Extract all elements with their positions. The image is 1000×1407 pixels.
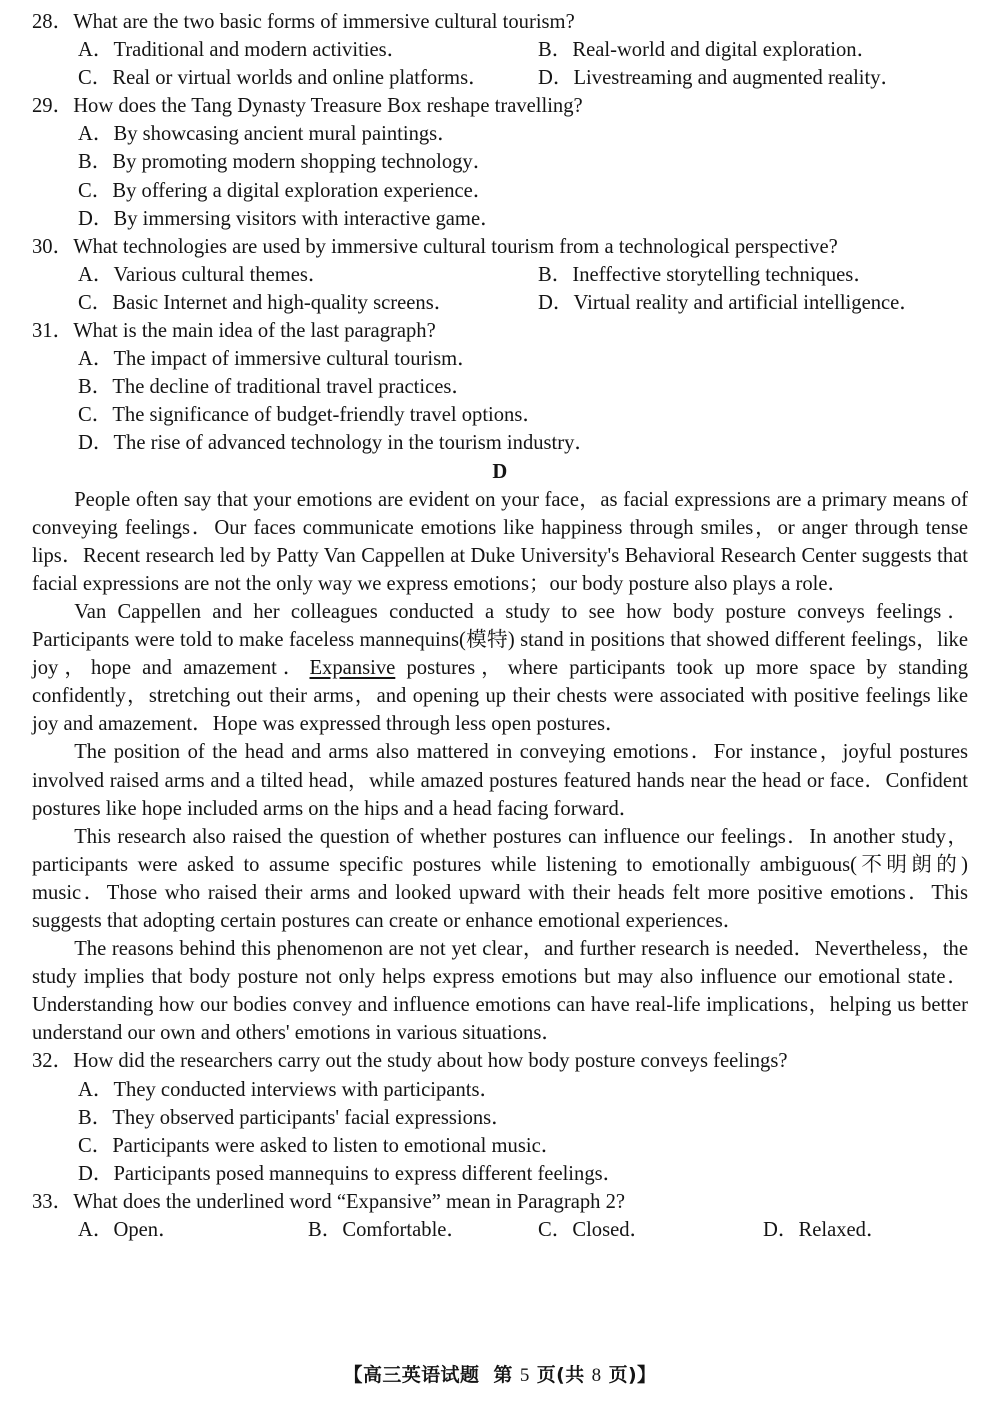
option-30-C[interactable]: C．Basic Internet and high-quality screens． bbox=[78, 291, 455, 314]
question-30-text: What technologies are used by immersive cultural tourism from a technological perspective? bbox=[73, 235, 838, 258]
passage-paragraph-4: This research also raised the question of whether postures can influence our feelings．In another study，participants were asked to assume specific postures while listening to emotionally ambiguous(不明朗的) music．Those who raised their arms and looked upward with their heads felt more positive emotions．This suggests that adopting certain postures can create or enhance emotional experiences． bbox=[32, 825, 968, 932]
question-33-stem bbox=[32, 1188, 968, 1216]
passage-paragraph-1: People often say that your emotions are evident on your face，as facial expressions are a primary means of conveying feelings．Our faces communicate emotions like happiness through smiles，or anger through tense lips．Recent research led by Patty Van Cappellen at Duke University's Behavioral Research Center suggests that facial expressions are not the only way we express emotions；our body posture also plays a role． bbox=[32, 488, 968, 595]
question-31-number: 31． bbox=[32, 320, 74, 343]
question-32-text: How did the researchers carry out the study about how body posture conveys feelings? bbox=[73, 1050, 788, 1073]
footer-page-number: 5 bbox=[519, 1365, 530, 1386]
option-31-C[interactable]: C．The significance of budget-friendly travel options． bbox=[78, 404, 543, 427]
passage-paragraph-3: The position of the head and arms also mattered in conveying emotions．For instance，joyful postures involved raised arms and a tilted head，while amazed postures featured hands near the head or face．Confident postures like hope included arms on the hips and a head facing forward． bbox=[32, 741, 968, 820]
passage-paragraph-2-part1: Van Cappellen and her colleagues conducted a study to see how body posture conveys feelings．Participants were told to make faceless mannequins(模特) stand in positions that showed different feelings，like joy，hope and amazement． bbox=[32, 600, 968, 680]
footer-page-unit: 页(共 bbox=[536, 1364, 585, 1386]
question-28-stem bbox=[32, 8, 968, 36]
question-28-options-row-2 bbox=[32, 64, 968, 92]
question-29-text: How does the Tang Dynasty Treasure Box reshape travelling? bbox=[73, 95, 583, 118]
footer-bracket-open: 【 bbox=[343, 1364, 363, 1386]
option-31-D[interactable]: D．The rise of advanced technology in the tourism industry． bbox=[78, 432, 596, 455]
footer-total-unit: 页) bbox=[608, 1364, 638, 1386]
footer-bracket-close: 】 bbox=[637, 1364, 657, 1386]
passage-paragraph-2-part2: postures，where participants took up more space by standing confidently，stretching out their arms，and opening up their chests were associated with positive feelings like joy and amazement．Hope was expressed through less open postures． bbox=[32, 657, 969, 736]
option-33-D[interactable]: D．Relaxed． bbox=[763, 1219, 887, 1242]
option-29-B[interactable]: B．By promoting modern shopping technology． bbox=[78, 151, 494, 174]
underlined-word-expansive: Expansive bbox=[309, 657, 396, 680]
footer-title: 高三英语试题 bbox=[362, 1364, 480, 1386]
option-32-C[interactable]: C．Participants were asked to listen to emotional music． bbox=[78, 1134, 562, 1157]
option-30-B[interactable]: B．Ineffective storytelling techniques． bbox=[538, 263, 874, 286]
option-29-D[interactable]: D．By immersing visitors with interactive game． bbox=[78, 207, 501, 230]
page-footer bbox=[0, 1362, 1000, 1389]
footer-page-prefix: 第 bbox=[493, 1364, 513, 1386]
option-32-B[interactable]: B．They observed participants' facial expressions． bbox=[78, 1106, 512, 1129]
option-32-D[interactable]: D．Participants posed mannequins to express different feelings． bbox=[78, 1162, 624, 1185]
option-30-D[interactable]: D．Virtual reality and artificial intelligence． bbox=[538, 291, 920, 314]
option-28-A[interactable]: A．Traditional and modern activities． bbox=[78, 39, 408, 62]
question-29-number: 29． bbox=[32, 95, 74, 118]
question-32-number: 32． bbox=[32, 1050, 74, 1073]
option-28-C[interactable]: C．Real or virtual worlds and online platforms． bbox=[78, 67, 489, 90]
question-28-number: 28． bbox=[32, 11, 74, 33]
question-28-options-row-1 bbox=[32, 36, 968, 64]
option-30-A[interactable]: A．Various cultural themes． bbox=[78, 263, 329, 286]
option-29-C[interactable]: C．By offering a digital exploration experience． bbox=[78, 179, 494, 202]
question-31-stem bbox=[32, 317, 968, 345]
option-31-A[interactable]: A．The impact of immersive cultural tourism． bbox=[78, 348, 478, 371]
option-33-C[interactable]: C．Closed． bbox=[538, 1219, 651, 1242]
option-31-B[interactable]: B．The decline of traditional travel practices． bbox=[78, 376, 473, 399]
question-30-stem bbox=[32, 233, 968, 261]
question-30-number: 30． bbox=[32, 235, 74, 258]
option-33-A[interactable]: A．Open． bbox=[78, 1219, 179, 1242]
footer-total-pages: 8 bbox=[591, 1365, 602, 1386]
option-33-B[interactable]: B．Comfortable． bbox=[308, 1219, 468, 1242]
option-28-B[interactable]: B．Real-world and digital exploration． bbox=[538, 39, 878, 62]
question-30-options-row-2 bbox=[32, 289, 968, 317]
question-31-text: What is the main idea of the last paragraph? bbox=[73, 320, 436, 343]
option-28-D[interactable]: D．Livestreaming and augmented reality． bbox=[538, 67, 902, 90]
question-33-options-row bbox=[32, 1216, 968, 1244]
question-28-text: What are the two basic forms of immersive cultural tourism? bbox=[73, 11, 575, 33]
question-32-stem bbox=[32, 1047, 968, 1075]
passage-paragraph-2 bbox=[32, 598, 968, 738]
question-29-stem bbox=[32, 92, 968, 120]
question-33-text: What does the underlined word “Expansive” mean in Paragraph 2? bbox=[73, 1190, 626, 1213]
option-29-A[interactable]: A．By showcasing ancient mural paintings． bbox=[78, 123, 458, 146]
option-32-A[interactable]: A．They conducted interviews with participants． bbox=[78, 1078, 501, 1101]
passage-paragraph-5: The reasons behind this phenomenon are not yet clear，and further research is needed．Nevertheless，the study implies that body posture not only helps express emotions but may also influence our emotional state．Understanding how our bodies convey and influence emotions can have real-life implications，helping us better understand our own and others' emotions in various situations． bbox=[32, 938, 968, 1045]
question-33-number: 33． bbox=[32, 1190, 74, 1213]
question-30-options-row-1 bbox=[32, 261, 968, 289]
passage-section-letter: D bbox=[492, 460, 508, 483]
